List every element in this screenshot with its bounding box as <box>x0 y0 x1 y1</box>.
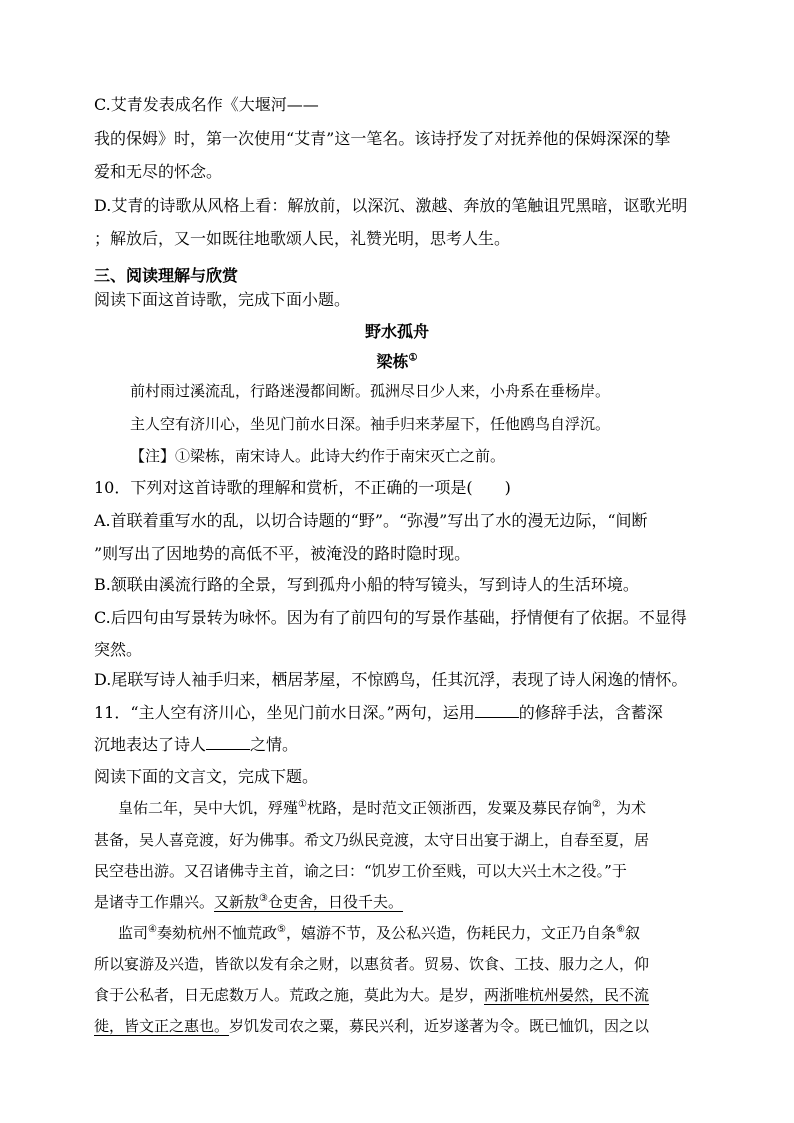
option-d-prev-line1: D.艾青的诗歌从风格上看：解放前，以深沉、激越、奔放的笔触诅咒黑暗，讴歌光明 <box>94 196 688 215</box>
q11-text-3: 沉地表达了诗人 <box>94 735 207 754</box>
option-d-prev-line2: ；解放后，又一如既往地歌颂人民，礼赞光明，思考人生。 <box>94 229 511 248</box>
poem-line-1: 前村雨过溪流乱，行路迷漫都间断。孤洲尽日少人来，小舟系在垂杨岸。 <box>130 382 611 400</box>
q11-line1 <box>94 703 663 723</box>
passage-p2-line4 <box>94 1016 649 1036</box>
q10-option-a-line2: ”则写出了因地势的高低不平，被淹没的路时隐时现。 <box>94 544 471 563</box>
q10-option-d: D.尾联写诗人袖手归来，栖居茅屋，不惊鸥鸟，任其沉浮，表现了诗人闲逸的情怀。 <box>94 670 688 689</box>
q11-blank-1[interactable] <box>475 703 519 718</box>
classical-intro: 阅读下面的文言文，完成下题。 <box>94 767 319 786</box>
passage-text: 是诸寺工作鼎兴。 <box>94 893 215 911</box>
option-c-prev-line1: C.艾青发表成名作《大堰河—— <box>94 95 319 114</box>
option-c-prev-line3: 爱和无尽的怀念。 <box>94 162 223 181</box>
passage-p2-line3 <box>94 985 649 1005</box>
passage-text: ，为术 <box>600 799 646 817</box>
option-c-prev-line2: 我的保姆》时，第一次使用“艾青”这一笔名。该诗抒发了对抚养他的保姆深深的挚 <box>94 129 671 148</box>
poem-title: 野水孤舟 <box>364 322 429 341</box>
passage-text: 监司 <box>118 924 149 942</box>
poem-author-note-mark: ① <box>408 352 418 364</box>
footnote-mark: ② <box>592 799 601 810</box>
q11-line2 <box>94 735 298 755</box>
underlined-sentence-2-cont: 徙，皆文正之惠也。 <box>94 1017 230 1035</box>
poem-line-2: 主人空有济川心，坐见门前水日深。袖手归来茅屋下，任他鸥鸟自浮沉。 <box>130 415 611 433</box>
q10-option-c-line2: 突然。 <box>94 640 143 659</box>
passage-text: 仓吏舍，日役千夫。 <box>268 893 404 911</box>
q11-text-2: 的修辞手法，含蓄深 <box>518 703 663 722</box>
footnote-mark: ④ <box>148 924 157 935</box>
passage-p1-line4 <box>94 892 403 912</box>
poem-author-line <box>0 352 794 372</box>
passage-p1-line2: 甚备，吴人喜竞渡，好为佛事。希文乃纵民竞渡，太守日出宴于湖上，自春至夏，居 <box>94 831 650 849</box>
passage-text: 叙 <box>624 924 640 942</box>
q11-text-1: 11．“主人空有济川心，坐见门前水日深。”两句，运用 <box>94 703 475 722</box>
passage-p2-line2: 所以宴游及兴造，皆欲以发有余之财，以惠贫者。贸易、饮食、工技、服力之人，仰 <box>94 955 650 973</box>
passage-text: ，嬉游不节，及公私兴造，伤耗民力，文正乃自条 <box>285 924 616 942</box>
underlined-sentence-2: 两浙唯杭州晏然，民不流 <box>484 986 650 1004</box>
q10-option-b: B.颔联由溪流行路的全景，写到孤舟小船的特写镜头，写到诗人的生活环境。 <box>94 575 639 594</box>
poem-note: 【注】①梁栋，南宋诗人。此诗大约作于南宋灭亡之前。 <box>130 447 506 465</box>
q10-option-c-line1: C.后四句由写景转为咏怀。因为有了前四句的写景作基础，抒情便有了依据。不显得 <box>94 608 687 627</box>
footnote-mark: ⑤ <box>277 924 286 935</box>
passage-text: 又新敖 <box>214 893 260 911</box>
q11-blank-2[interactable] <box>206 735 250 750</box>
passage-p1-line3: 民空巷出游。又召诸佛寺主首，谕之曰：“饥岁工价至贱，可以大兴土木之役。”于 <box>94 862 627 880</box>
passage-p1-line1 <box>118 798 646 818</box>
section-intro: 阅读下面这首诗歌，完成下面小题。 <box>94 290 351 309</box>
q10-option-a-line1: A.首联着重写水的乱，以切合诗题的“野”。“弥漫”写出了水的漫无边际，“间断 <box>94 511 648 530</box>
passage-p2-line1 <box>118 923 640 943</box>
passage-text: 皇佑二年，吴中大饥，殍殣 <box>118 799 299 817</box>
q11-text-4: 之情。 <box>250 735 299 754</box>
passage-text: 枕路，是时范文正领浙西，发粟及募民存饷 <box>306 799 592 817</box>
section-heading: 三、阅读理解与欣赏 <box>94 266 239 285</box>
footnote-mark: ① <box>298 799 307 810</box>
passage-text: 岁饥发司农之粟，募民兴利，近岁遂著为令。既已恤饥，因之以 <box>229 1017 650 1035</box>
q10-stem: 10．下列对这首诗歌的理解和赏析，不正确的一项是( ) <box>94 478 511 497</box>
passage-text: 奏劾杭州不恤荒政 <box>156 924 277 942</box>
footnote-mark: ⑥ <box>615 924 625 935</box>
poem-author: 梁栋 <box>376 352 409 371</box>
passage-text: 食于公私者，日无虑数万人。荒政之施，莫此为大。是岁， <box>94 986 485 1004</box>
footnote-mark: ③ <box>259 893 268 904</box>
underlined-sentence-1 <box>214 893 403 911</box>
